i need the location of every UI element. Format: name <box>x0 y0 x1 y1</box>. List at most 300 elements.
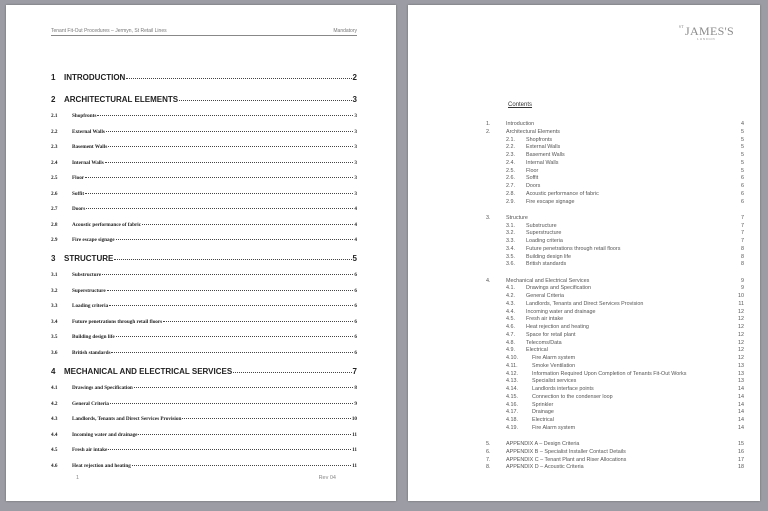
contents-entry-page: 13 <box>738 362 744 369</box>
contents-entry-number: 3.2. <box>506 230 515 237</box>
toc-entry-number: 4.1 <box>51 385 58 391</box>
toc-entry[interactable] <box>51 288 357 294</box>
toc-entry-title: Future penetrations through retail floors <box>72 318 163 325</box>
toc-entry-number: 4.5 <box>51 447 58 453</box>
toc-entry-title: ARCHITECTURAL ELEMENTS <box>64 95 179 104</box>
contents-entry-page: 11 <box>738 300 744 307</box>
contents-entry-title: British standards <box>526 261 567 268</box>
toc-entry[interactable] <box>51 254 357 263</box>
contents-entry-page: 14 <box>738 386 744 392</box>
toc-entry-title: Acoustic performance of fabric <box>72 221 142 228</box>
toc-entry-number: 2.5 <box>51 175 58 181</box>
revision-label: Rev 04 <box>318 475 336 481</box>
indent-spacer <box>486 371 506 377</box>
contents-entry-page: 12 <box>738 339 744 346</box>
contents-entry-page: 14 <box>738 393 744 400</box>
contents-entry-number: 5. <box>486 441 491 447</box>
contents-entry[interactable] <box>486 378 744 384</box>
contents-title: Contents <box>508 102 533 108</box>
toc-entry-title: Substructure <box>72 272 102 278</box>
contents-entry-page: 14 <box>738 417 744 423</box>
contents-entry-title: Smoke Ventilation <box>532 362 576 369</box>
toc-entry-page: 9 <box>354 400 357 407</box>
toc-entry-page: 4 <box>354 206 357 212</box>
contents-entry-page: 5 <box>741 167 744 174</box>
toc-entry-number: 2.6 <box>51 190 58 197</box>
contents-entry-number: 3.3. <box>506 238 515 244</box>
contents-entry-title: Fresh air intake <box>526 316 564 323</box>
contents-entry[interactable] <box>486 293 744 299</box>
contents-entry-page: 9 <box>741 285 744 292</box>
dot-leader <box>110 403 353 404</box>
contents-entry-number: 4.19. <box>506 424 518 431</box>
toc-entry[interactable] <box>51 272 357 278</box>
contents-entry[interactable] <box>486 316 744 322</box>
toc-entry-page: 6 <box>354 349 357 356</box>
logo-name: JAMES'S <box>685 24 734 38</box>
contents-entry-page: 14 <box>738 401 744 408</box>
contents-entry-title: Internal Walls <box>526 159 559 166</box>
toc-entry-page: 6 <box>354 334 357 340</box>
toc-entry-number: 3.2 <box>51 287 58 294</box>
contents-entry[interactable] <box>486 175 744 181</box>
toc-entry-title: Loading criteria <box>72 303 109 309</box>
dot-leader <box>134 387 354 388</box>
dot-leader <box>85 177 353 178</box>
contents-entry-number: 4.5. <box>506 316 515 323</box>
dot-leader <box>107 290 354 291</box>
toc-entry-title: INTRODUCTION <box>64 73 126 82</box>
toc-entry-number: 3.1 <box>51 272 58 278</box>
contents-entry[interactable] <box>486 301 744 307</box>
indent-spacer <box>486 261 506 267</box>
contents-entry[interactable] <box>486 324 744 330</box>
contents-entry-title: Landlords, Tenants and Direct Services Provision <box>526 300 644 307</box>
toc-entry[interactable] <box>51 206 357 212</box>
contents-entry-page: 12 <box>738 316 744 323</box>
toc-entry[interactable] <box>51 334 357 340</box>
contents-entry[interactable] <box>486 457 744 463</box>
toc-entry-number: 1 <box>51 73 56 82</box>
contents-entry-page: 8 <box>741 245 744 252</box>
contents-entry-number: 4.4. <box>506 308 515 315</box>
contents-entry-title: Drainage <box>532 409 554 416</box>
toc-entry-title: Landlords, Tenants and Direct Services Provision <box>72 416 182 422</box>
contents-entry-page: 16 <box>738 448 744 455</box>
contents-entry-page: 5 <box>741 128 744 135</box>
contents-entry[interactable] <box>486 215 744 221</box>
indent-spacer <box>486 160 506 166</box>
contents-entry[interactable] <box>486 409 744 415</box>
toc-entry-page: 11 <box>352 447 357 453</box>
contents-entry[interactable] <box>486 183 744 189</box>
contents-entry[interactable] <box>486 347 744 353</box>
toc-entry-page: 4 <box>354 221 357 228</box>
contents-entry[interactable] <box>486 191 744 197</box>
contents-entry[interactable] <box>486 144 744 150</box>
document-page-left <box>6 5 396 501</box>
dot-leader <box>142 224 353 225</box>
dot-leader <box>116 336 354 337</box>
contents-entry-number: 4.18. <box>506 417 518 423</box>
toc-entry-page: 3 <box>354 190 357 197</box>
contents-entry[interactable] <box>486 425 744 431</box>
contents-entry-number: 4.8. <box>506 339 515 346</box>
contents-entry-title: APPENDIX D – Acoustic Criteria <box>506 464 584 471</box>
contents-entry[interactable] <box>486 129 744 135</box>
contents-entry-page: 6 <box>741 183 744 189</box>
indent-spacer <box>486 402 506 408</box>
contents-entry[interactable] <box>486 254 744 260</box>
toc-entry-title: Building design life <box>72 334 115 340</box>
contents-entry[interactable] <box>486 386 744 392</box>
contents-entry-number: 3. <box>486 214 491 221</box>
indent-spacer <box>486 347 506 353</box>
contents-entry-page: 13 <box>738 370 744 377</box>
toc-entry[interactable] <box>51 432 357 438</box>
contents-entry-page: 8 <box>741 261 744 268</box>
contents-entry[interactable] <box>486 199 744 205</box>
toc-entry-title: External Walls <box>72 128 105 135</box>
toc-entry-page: 3 <box>354 159 357 166</box>
contents-entry[interactable] <box>486 371 744 377</box>
toc-entry[interactable] <box>51 385 357 391</box>
contents-entry[interactable] <box>486 449 744 455</box>
contents-entry-page: 18 <box>738 464 744 471</box>
contents-entry-page: 14 <box>738 409 744 416</box>
contents-entry-number: 4.17. <box>506 409 518 416</box>
dot-leader <box>116 239 354 240</box>
contents-entry-title: Fire Alarm system <box>532 355 576 361</box>
toc-entry-number: 2.7 <box>51 206 58 212</box>
contents-entry-number: 3.4. <box>506 245 515 252</box>
toc-entry-number: 3.4 <box>51 318 58 325</box>
dot-leader <box>97 115 353 116</box>
contents-entry-title: Landlords interface points <box>532 386 594 392</box>
contents-entry-number: 4. <box>486 277 491 284</box>
contents-entry-page: 8 <box>741 253 744 260</box>
contents-entry-number: 4.3. <box>506 300 515 307</box>
contents-entry-number: 4.13. <box>506 378 518 385</box>
contents-entry-number: 4.11. <box>506 362 518 369</box>
contents-entry[interactable] <box>486 223 744 229</box>
toc-entry-title: Fire escape signage <box>72 237 115 243</box>
contents-entry-title: Architectural Elements <box>506 128 560 135</box>
contents-entry-number: 4.12. <box>506 370 518 377</box>
contents-entry-number: 4.2. <box>506 293 515 299</box>
contents-entry-title: Substructure <box>526 222 557 229</box>
contents-entry-page: 7 <box>741 214 744 221</box>
toc-entry[interactable] <box>51 191 357 197</box>
toc-entry-number: 3 <box>51 254 56 263</box>
contents-entry-page: 6 <box>741 190 744 197</box>
contents-entry-title: APPENDIX A – Design Criteria <box>506 441 580 447</box>
contents-entry-page: 6 <box>741 198 744 205</box>
toc-entry-number: 3.5 <box>51 334 58 340</box>
contents-entry-page: 7 <box>741 230 744 237</box>
contents-entry-page: 12 <box>738 347 744 354</box>
toc-entry-title: Floor <box>72 175 85 181</box>
contents-entry-number: 6. <box>486 448 491 455</box>
contents-entry-title: Electrical <box>532 417 554 423</box>
contents-entry-title: Fire Alarm system <box>532 424 576 431</box>
dot-leader <box>179 100 351 101</box>
toc-entry-page: 3 <box>354 128 357 135</box>
contents-entry[interactable] <box>486 332 744 338</box>
header-status: Mandatory <box>333 28 357 34</box>
contents-entry-page: 12 <box>738 355 744 361</box>
contents-entry-title: Telecoms/Data <box>526 339 562 346</box>
contents-entry[interactable] <box>486 402 744 408</box>
toc-entry-number: 4.4 <box>51 431 58 438</box>
toc-entry-page: 5 <box>352 254 357 263</box>
contents-entry-number: 4.16. <box>506 401 518 408</box>
logo-prefix: ST <box>678 24 685 29</box>
dot-leader <box>109 305 353 306</box>
indent-spacer <box>486 293 506 299</box>
dot-leader <box>85 193 353 194</box>
indent-spacer <box>486 238 506 244</box>
contents-entry-number: 4.10. <box>506 355 518 361</box>
toc-entry[interactable] <box>51 222 357 228</box>
contents-entry[interactable] <box>486 160 744 166</box>
contents-entry-title: Incoming water and drainage <box>526 308 596 315</box>
toc-entry-page: 11 <box>352 462 357 469</box>
toc-entry-title: Heat rejection and heating <box>72 462 131 469</box>
contents-entry[interactable] <box>486 363 744 369</box>
contents-entry-page: 14 <box>738 424 744 431</box>
contents-entry-title: Superstructure <box>526 230 562 237</box>
contents-entry-title: Introduction <box>506 121 535 127</box>
toc-entry-number: 2.8 <box>51 221 58 228</box>
toc-entry-number: 2.3 <box>51 144 58 150</box>
contents-entry-title: External Walls <box>526 144 561 151</box>
contents-entry-title: Floor <box>526 167 539 174</box>
contents-entry-title: Fire escape signage <box>526 198 575 205</box>
indent-spacer <box>486 332 506 338</box>
page-number: 1 <box>76 475 80 481</box>
contents-entry-title: Information Required Upon Completion of Tenants Fit-Out Works <box>532 370 687 377</box>
toc-entry-page: 3 <box>354 113 357 119</box>
contents-entry-number: 3.1. <box>506 222 515 229</box>
contents-entry-number: 3.5. <box>506 253 515 260</box>
contents-entry-page: 12 <box>738 324 744 330</box>
dot-leader <box>138 434 351 435</box>
toc-entry-number: 4.3 <box>51 416 58 422</box>
toc-entry[interactable] <box>51 175 357 181</box>
indent-spacer <box>486 191 506 197</box>
contents-entry-title: Connection to the condenser loop <box>532 393 613 400</box>
contents-entry[interactable] <box>486 309 744 315</box>
toc-entry[interactable] <box>51 350 357 356</box>
contents-entry[interactable] <box>486 278 744 284</box>
indent-spacer <box>486 309 506 315</box>
toc-entry-page: 6 <box>354 287 357 294</box>
indent-spacer <box>486 340 506 346</box>
toc-entry[interactable] <box>51 401 357 407</box>
contents-entry[interactable] <box>486 285 744 291</box>
contents-entry-title: Shopfronts <box>526 136 553 143</box>
toc-entry[interactable] <box>51 237 357 243</box>
indent-spacer <box>486 417 506 423</box>
toc-entry-title: STRUCTURE <box>64 254 114 263</box>
contents-entry[interactable] <box>486 246 744 252</box>
indent-spacer <box>486 168 506 174</box>
indent-spacer <box>486 324 506 330</box>
toc-entry-number: 3.6 <box>51 349 58 356</box>
contents-entry[interactable] <box>486 441 744 447</box>
contents-entry-number: 2.4. <box>506 159 515 166</box>
toc-entry[interactable] <box>51 367 357 376</box>
contents-entry-page: 9 <box>741 277 744 284</box>
contents-entry-page: 12 <box>738 308 744 315</box>
indent-spacer <box>486 137 506 143</box>
contents-entry-page: 12 <box>738 331 744 338</box>
contents-entry-number: 2.3. <box>506 152 515 158</box>
dot-leader <box>105 162 354 163</box>
toc-entry[interactable] <box>51 303 357 309</box>
toc-entry-page: 2 <box>352 73 357 82</box>
contents-entry-number: 2.8. <box>506 190 515 197</box>
toc-entry-number: 4 <box>51 367 56 376</box>
toc-entry-page: 6 <box>354 318 357 325</box>
toc-entry[interactable] <box>51 144 357 150</box>
indent-spacer <box>486 199 506 205</box>
indent-spacer <box>486 394 506 400</box>
toc-entry-number: 4.6 <box>51 462 58 469</box>
contents-entry-number: 2.7. <box>506 183 515 189</box>
indent-spacer <box>486 254 506 260</box>
indent-spacer <box>486 144 506 150</box>
contents-entry-number: 4.15. <box>506 393 518 400</box>
contents-entry[interactable] <box>486 121 744 127</box>
contents-entry-number: 3.6. <box>506 261 515 268</box>
toc-entry-title: Soffit <box>72 190 85 197</box>
indent-spacer <box>486 246 506 252</box>
contents-entry-title: Future penetrations through retail floors <box>526 245 621 252</box>
contents-entry-title: Building design life <box>526 253 571 260</box>
dot-leader <box>126 78 351 79</box>
toc-entry-page: 4 <box>354 237 357 243</box>
indent-spacer <box>486 425 506 431</box>
contents-entry[interactable] <box>486 230 744 236</box>
contents-entry-page: 17 <box>738 456 744 463</box>
toc-entry-number: 2 <box>51 95 56 104</box>
document-page-right <box>408 5 760 501</box>
toc-entry-page: 3 <box>354 144 357 150</box>
contents-entry-number: 1. <box>486 121 491 127</box>
contents-entry[interactable] <box>486 238 744 244</box>
toc-entry-title: Doors <box>72 206 86 212</box>
contents-entry-title: Basement Walls <box>526 152 565 158</box>
header-title: Tenant Fit-Out Procedures – Jermyn, St Retail Lines <box>51 28 167 34</box>
toc-entry-page: 6 <box>354 303 357 309</box>
contents-entry-page: 15 <box>738 441 744 447</box>
contents-entry[interactable] <box>486 152 744 158</box>
contents-entry[interactable] <box>486 394 744 400</box>
contents-entry[interactable] <box>486 417 744 423</box>
dot-leader <box>106 131 354 132</box>
toc-entry[interactable] <box>51 95 357 104</box>
toc-entry-page: 6 <box>354 272 357 278</box>
contents-entry[interactable] <box>486 137 744 143</box>
toc-entry[interactable] <box>51 447 357 453</box>
toc-entry-title: British standards <box>72 349 111 356</box>
indent-spacer <box>486 301 506 307</box>
contents-entry[interactable] <box>486 340 744 346</box>
contents-entry-number: 4.7. <box>506 331 515 338</box>
toc-entry-page: 3 <box>352 95 357 104</box>
contents-entry-title: Structure <box>506 214 528 221</box>
toc-entry[interactable] <box>51 463 357 469</box>
toc-entry-number: 2.1 <box>51 113 58 119</box>
contents-entry-page: 5 <box>741 136 744 143</box>
toc-entry-number: 2.2 <box>51 128 58 135</box>
contents-entry[interactable] <box>486 168 744 174</box>
toc-entry-number: 4.2 <box>51 400 58 407</box>
indent-spacer <box>486 386 506 392</box>
toc-entry[interactable] <box>51 113 357 119</box>
toc-entry-title: Fresh air intake <box>72 447 108 453</box>
toc-entry[interactable] <box>51 160 357 166</box>
page-footer <box>76 475 336 481</box>
dot-leader <box>132 465 351 466</box>
contents-entry-title: Electrical <box>526 347 548 354</box>
toc-entry[interactable] <box>51 73 357 82</box>
toc-entry[interactable] <box>51 416 357 422</box>
contents-entry-title: Mechanical and Electrical Services <box>506 277 590 284</box>
contents-entry-page: 5 <box>741 144 744 151</box>
contents-entry-title: APPENDIX B – Specialist Installer Contact Details <box>506 448 626 455</box>
dot-leader <box>114 259 351 260</box>
indent-spacer <box>486 363 506 369</box>
contents-entry-title: Soffit <box>526 175 539 182</box>
contents-entry[interactable] <box>486 261 744 267</box>
indent-spacer <box>486 152 506 158</box>
toc-entry-page: 7 <box>352 367 357 376</box>
contents-entry-title: Heat rejection and heating <box>526 324 589 330</box>
st-james-logo <box>679 24 734 41</box>
dot-leader <box>111 352 353 353</box>
toc-entry-number: 2.9 <box>51 237 58 243</box>
dot-leader <box>233 372 351 373</box>
dot-leader <box>182 418 350 419</box>
toc-entry[interactable] <box>51 319 357 325</box>
contents-entry[interactable] <box>486 355 744 361</box>
toc-entry-title: Incoming water and drainage <box>72 431 138 438</box>
indent-spacer <box>486 183 506 189</box>
indent-spacer <box>486 409 506 415</box>
toc-entry[interactable] <box>51 129 357 135</box>
logo-sub: LONDON <box>697 37 716 41</box>
indent-spacer <box>486 355 506 361</box>
contents-entry-page: 6 <box>741 175 744 182</box>
indent-spacer <box>486 175 506 181</box>
contents-entry-number: 2.6. <box>506 175 515 182</box>
contents-entry-number: 4.6. <box>506 324 515 330</box>
contents-entry-title: Acoustic performance of fabric <box>526 190 599 197</box>
contents-entry[interactable] <box>486 464 744 470</box>
toc-entry-number: 3.3 <box>51 303 58 309</box>
indent-spacer <box>486 230 506 236</box>
toc-entry-title: Superstructure <box>72 287 106 294</box>
contents-entry-page: 5 <box>741 159 744 166</box>
dot-leader <box>102 274 353 275</box>
contents-entry-number: 2.1. <box>506 136 515 143</box>
indent-spacer <box>486 378 506 384</box>
dot-leader <box>108 449 351 450</box>
contents-entry-number: 2.5. <box>506 167 515 174</box>
